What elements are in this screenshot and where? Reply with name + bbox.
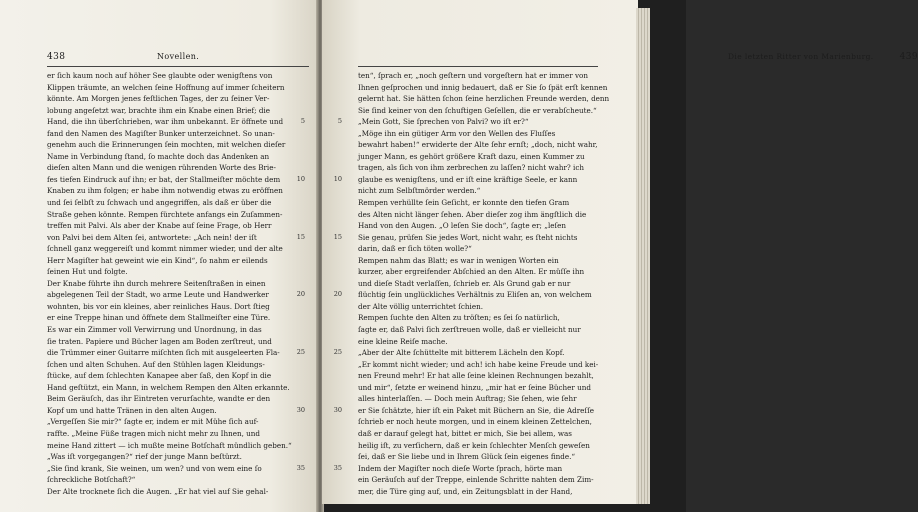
text-line: Sie genau, prüfen Sie jedes Wort, nicht wahr, es ſteht nichts (358, 232, 578, 242)
text-line: ſei, daß er Sie liebe und in Ihrem Glück ſein eigenes finde.“ (358, 452, 576, 462)
text-line: Rempen verhüllte ſein Geſicht, er konnte den tiefen Gram (358, 198, 570, 208)
text-line: ſchen und alten Schuhen. Auf den Stühlen lagen Kleidungs- (47, 359, 265, 369)
text-line: fes tiefen Eindruck auf ihn; er bat, der Stallmeiſter möchte dem (47, 174, 281, 184)
line-number: 15 (296, 232, 305, 241)
text-line: Rempen nahm das Blatt; es war in wenigen Worten ein (358, 255, 559, 265)
text-line: alles hinterlaſſen. — Doch mein Auftrag; Sie ſehen, wie ſehr (358, 394, 577, 404)
left-page-number: 438 (47, 52, 66, 62)
right-running-head (682, 52, 918, 66)
text-line: „Sie ſind krank, Sie weinen, um wen? und von wem eine ſo (47, 463, 262, 473)
text-line: ſeinen Hut und folgte. (47, 267, 128, 277)
text-line: Beim Geräuſch, das ihr Eintreten verurſachte, wandte er den (47, 394, 271, 404)
text-line: eine kleine Reiſe mache. (358, 336, 448, 346)
text-line: Ihnen geſprochen und innig bedauert, daß er Sie ſo ſpät erſt kennen (358, 82, 608, 92)
text-line: abgelegenen Teil der Stadt, wo arme Leute und Handwerker (47, 290, 269, 300)
text-line: er ſich kaum noch auf höher See glaubte oder wenigſtens von (47, 71, 273, 80)
left-page (0, 0, 318, 512)
text-line: ein Geräuſch auf der Treppe, einlende Schritte nahten dem Zim- (358, 475, 594, 485)
text-line: Hand von den Augen. „O leſen Sie doch“, ſagte er; „leſen (358, 221, 567, 231)
text-line: ſchnell ganz weggereiſt und kommt nimmer wieder, und der alte (47, 244, 283, 254)
text-line: darin, daß er ſich töten wolle?“ (358, 244, 472, 254)
page-block-edge (636, 8, 650, 504)
left-running-title: Novellen. (157, 52, 200, 61)
line-number: 5 (337, 117, 342, 126)
text-line: „Möge ihn ein gütiger Arm vor den Wellen des Fluſſes (358, 128, 556, 138)
text-line: daß er darauf gelegt hat, bittet er mich, Sie bei allem, was (358, 428, 572, 438)
text-line: Hand, die ihn überſchrieben, war ihm unbekannt. Er öffnete und (47, 117, 284, 127)
line-number: 10 (296, 174, 305, 183)
text-line: fand den Namen des Magiſter Bunker unterzeichnet. So unan- (47, 128, 275, 138)
text-line: tragen, als ſich von ihm zerbrechen zu laſſen? nicht wahr? ich (358, 163, 585, 173)
text-line: Knaben zu ihm folgen; er habe ihm notwendig etwas zu eröffnen (47, 186, 283, 196)
line-number: 15 (333, 232, 342, 241)
text-line: „Mein Gott, Sie ſprechen von Palvi? wo iſt er?“ (358, 117, 529, 127)
text-line: ſie traten. Papiere und Bücher lagen am Boden zerſtreut, und (47, 336, 272, 346)
text-line: bewahrt haben!“ erwiderte der Alte ſehr ernſt; „doch, nicht wahr, (358, 140, 598, 150)
text-line: nen Freund mehr! Er hat alle ſeine kleinen Rechnungen bezahlt, (358, 371, 594, 381)
text-line: könnte. Am Morgen jenes feſtlichen Tages, der zu ſeiner Ver- (47, 94, 270, 104)
text-line: junger Mann, es gehört größere Kraft dazu, einen Kummer zu (358, 151, 585, 161)
text-line: Hand geſtützt, ein Mann, in welchem Rempen den Alten erkannte. (47, 382, 290, 392)
text-line: Indem der Magiſter noch dieſe Worte ſprach, hörte man (358, 463, 563, 473)
text-line: er eine Treppe hinan und öffnete dem Stallmeiſter eine Türe. (47, 313, 271, 323)
text-line: flüchtig ſein unglückliches Verhältnis zu Eliſen an, von welchem (358, 290, 592, 300)
right-body-text (358, 70, 610, 497)
line-number: 20 (296, 290, 305, 299)
text-line: ſchrieb er noch heute morgen, und in einem kleinen Zettelchen, (358, 417, 592, 427)
text-line: und mir“, ſetzte er weinend hinzu, „mir hat er ſeine Bücher und (358, 382, 591, 392)
left-body-text (47, 70, 309, 497)
text-line: ten“, ſprach er, „noch geſtern und vorgeſtern hat er immer von (358, 71, 588, 80)
text-line: lobung angeſetzt war, brachte ihm ein Knabe einen Brief; die (47, 105, 271, 115)
right-page-number: 439 (899, 52, 918, 62)
text-line: er Sie ſchätzte, hier iſt ein Paket mit Büchern an Sie, die Adreſſe (358, 405, 594, 415)
line-number: 25 (333, 348, 342, 357)
right-head-rule (358, 66, 598, 67)
text-line: die Trümmer einer Guitarre miſchten ſich mit ausgeleerten Fla- (47, 348, 280, 358)
text-line: glaube es wenigſtens, und er iſt eine kräftige Seele, er kann (358, 174, 578, 184)
right-running-title: Die letzten Ritter von Marienburg. (728, 52, 874, 61)
text-line: „Aber der Alte ſchüttelte mit bitterem Lächeln den Kopf. (358, 348, 565, 358)
text-line: ſtücke, auf dem ſchlechten Kanapee aber ſaß, den Kopf in die (47, 371, 272, 381)
text-line: wohnten, bis vor ein kleines, aber reinliches Haus. Dort ſtieg (47, 301, 270, 311)
line-number: 30 (296, 405, 305, 414)
text-line: gelernt hat. Sie hätten ſchon ſeine herzlichen Freunde werden, denn (358, 94, 610, 104)
text-line: treffen mit Palvi. Als aber der Knabe auf ſeine Frage, ob Herr (47, 221, 272, 231)
text-line: von Palvi bei dem Alten ſei, antwortete: „Ach nein! der iſt (47, 232, 257, 242)
line-number: 10 (333, 174, 342, 183)
left-head-rule (47, 66, 309, 67)
text-line: ſchreckliche Botſchaft?“ (47, 475, 136, 485)
text-line: Der Alte trocknete ſich die Augen. „Er hat viel auf Sie gehal- (47, 486, 269, 496)
line-number: 5 (300, 117, 305, 126)
text-line: und ſei ſelbſt zu ſchwach und angegriffen, als daß er über die (47, 198, 272, 208)
text-line: mer, die Türe ging auf, und, ein Zeitungsblatt in der Hand, (358, 486, 573, 496)
text-line: meine Hand zittert — ich mußte meine Botſchaft mündlich geben.“ (47, 440, 292, 450)
text-line: Herr Magiſter hat geweint wie ein Kind“, ſo nahm er eilends (47, 255, 268, 265)
text-line: Sie ſind keiner von den ſchuftigen Geſellen, die er verabſcheute.“ (358, 105, 597, 115)
text-line: Name in Verbindung ſtand, ſo machte doch das Andenken an (47, 151, 270, 161)
text-line: der Alte völlig unterrichtet ſchien. (358, 301, 483, 311)
text-line: Es war ein Zimmer voll Verwirrung und Unordnung, in das (47, 325, 262, 335)
text-line: dieſen alten Mann und die wenigen rührenden Worte des Brie- (47, 163, 276, 173)
text-line: ſagte er, daß Palvi ſich zerſtreuen wolle, daß er vielleicht nur (358, 325, 581, 335)
line-number: 35 (333, 463, 342, 472)
text-line: des Alten nicht länger ſehen. Aber dieſer zog ihm ängſtlich die (358, 209, 587, 219)
text-line: nicht zum Selbſtmörder werden.“ (358, 186, 481, 196)
text-line: genehm auch die Erinnerungen ſein mochten, mit welchen dieſer (47, 140, 286, 150)
text-line: „Er kommt nicht wieder; und ach! ich habe keine Freude und kei- (358, 359, 599, 369)
line-number: 35 (296, 463, 305, 472)
text-line: „Vergeſſen Sie mir?“ ſagte er, indem er mit Mühe ſich auf- (47, 417, 259, 427)
line-number: 30 (333, 405, 342, 414)
text-line: Klippen träumte, an welchen ſeine Hoffnung auf immer ſcheitern (47, 82, 285, 92)
text-line: heilig iſt, zu verſichern, daß er kein ſchlechter Menſch geweſen (358, 440, 590, 450)
line-number: 25 (296, 348, 305, 357)
text-line: „Was iſt vorgegangen?“ rief der junge Mann beſtürzt. (47, 452, 242, 462)
text-line: raffte. „Meine Füße tragen mich nicht mehr zu Ihnen, und (47, 428, 261, 438)
left-running-head (47, 52, 309, 66)
text-line: Straße gehen könnte. Rempen fürchtete anfangs ein Zuſammen- (47, 209, 283, 219)
text-line: Rempen ſuchte den Alten zu tröſten; es ſei ſo natürlich, (358, 313, 560, 323)
text-line: Der Knabe führte ihn durch mehrere Seitenſtraßen in einen (47, 278, 266, 288)
text-line: und dieſe Stadt verlaſſen, ſchrieb er. Als Grund gab er nur (358, 278, 571, 288)
text-line: kurzer, aber ergreifender Abſchied an den Alten. Er müſſe ihn (358, 267, 585, 277)
text-line: Kopf um und hatte Tränen in den alten Augen. (47, 405, 217, 415)
right-page (322, 0, 918, 504)
line-number: 20 (333, 290, 342, 299)
